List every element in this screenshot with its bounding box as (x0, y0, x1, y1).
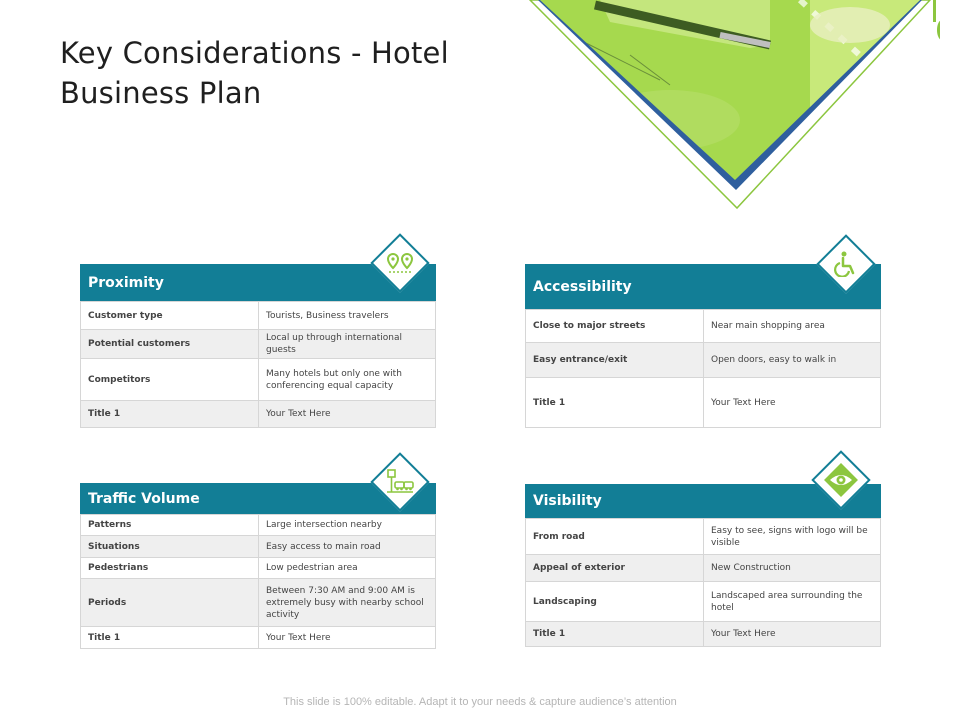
row-value: Low pedestrian area (259, 558, 436, 579)
card-title: Accessibility (533, 278, 632, 295)
table-row (81, 401, 436, 428)
row-value: Your Text Here (259, 627, 436, 649)
parking-cars-icon (380, 462, 420, 502)
row-value: Open doors, easy to walk in (704, 343, 881, 378)
hero-image (520, 0, 940, 215)
table-row (81, 579, 436, 627)
table-row (81, 302, 436, 330)
row-key: Periods (81, 579, 259, 627)
card-title: Visibility (533, 493, 602, 509)
row-value: Near main shopping area (704, 310, 881, 343)
table-row (526, 555, 881, 582)
row-key: Situations (81, 536, 259, 558)
row-key: Title 1 (81, 401, 259, 428)
card-title: Traffic Volume (88, 490, 200, 507)
row-key: Title 1 (526, 378, 704, 428)
card-visibility (525, 484, 881, 647)
slide-title: Key Considerations - Hotel Business Plan (60, 36, 449, 110)
card-accessibility (525, 264, 881, 428)
row-key: Easy entrance/exit (526, 343, 704, 378)
row-key: Close to major streets (526, 310, 704, 343)
row-key: Pedestrians (81, 558, 259, 579)
table-row (81, 330, 436, 359)
cutlery-icon (933, 0, 940, 40)
row-key: Title 1 (81, 627, 259, 649)
location-pins-icon (380, 243, 420, 283)
row-value: Your Text Here (704, 378, 881, 428)
row-value: Large intersection nearby (259, 515, 436, 536)
table-row (526, 622, 881, 647)
row-key: Landscaping (526, 582, 704, 622)
visibility-table (525, 518, 881, 647)
row-key: Potential customers (81, 330, 259, 359)
row-value: Your Text Here (259, 401, 436, 428)
table-row (526, 582, 881, 622)
footer-note: This slide is 100% editable. Adapt it to your needs & capture audience’s attention (283, 696, 677, 708)
table-row (526, 343, 881, 378)
row-value: Landscaped area surrounding the hotel (704, 582, 881, 622)
row-value: Local up through international guests (259, 330, 436, 359)
card-proximity (80, 264, 436, 428)
table-row (81, 359, 436, 401)
eye-icon (821, 460, 861, 500)
row-value: Easy access to main road (259, 536, 436, 558)
row-key: Appeal of exterior (526, 555, 704, 582)
row-value: Many hotels but only one with conferencing equal capacity (259, 359, 436, 401)
table-row (526, 378, 881, 428)
row-value: Tourists, Business travelers (259, 302, 436, 330)
table-row (526, 310, 881, 343)
row-value: Your Text Here (704, 622, 881, 647)
row-value: Easy to see, signs with logo will be visible (704, 519, 881, 555)
table-row (81, 515, 436, 536)
card-traffic-volume (80, 483, 436, 649)
traffic-table (80, 514, 436, 649)
row-key: From road (526, 519, 704, 555)
row-key: Patterns (81, 515, 259, 536)
proximity-table (80, 301, 436, 428)
row-value: New Construction (704, 555, 881, 582)
row-value: Between 7:30 AM and 9:00 AM is extremely busy with nearby school activity (259, 579, 436, 627)
table-row (526, 519, 881, 555)
accessibility-table (525, 309, 881, 428)
table-row (81, 536, 436, 558)
card-title: Proximity (88, 274, 164, 291)
wheelchair-icon (826, 244, 866, 284)
row-key: Title 1 (526, 622, 704, 647)
table-row (81, 627, 436, 649)
table-row (81, 558, 436, 579)
row-key: Competitors (81, 359, 259, 401)
row-key: Customer type (81, 302, 259, 330)
